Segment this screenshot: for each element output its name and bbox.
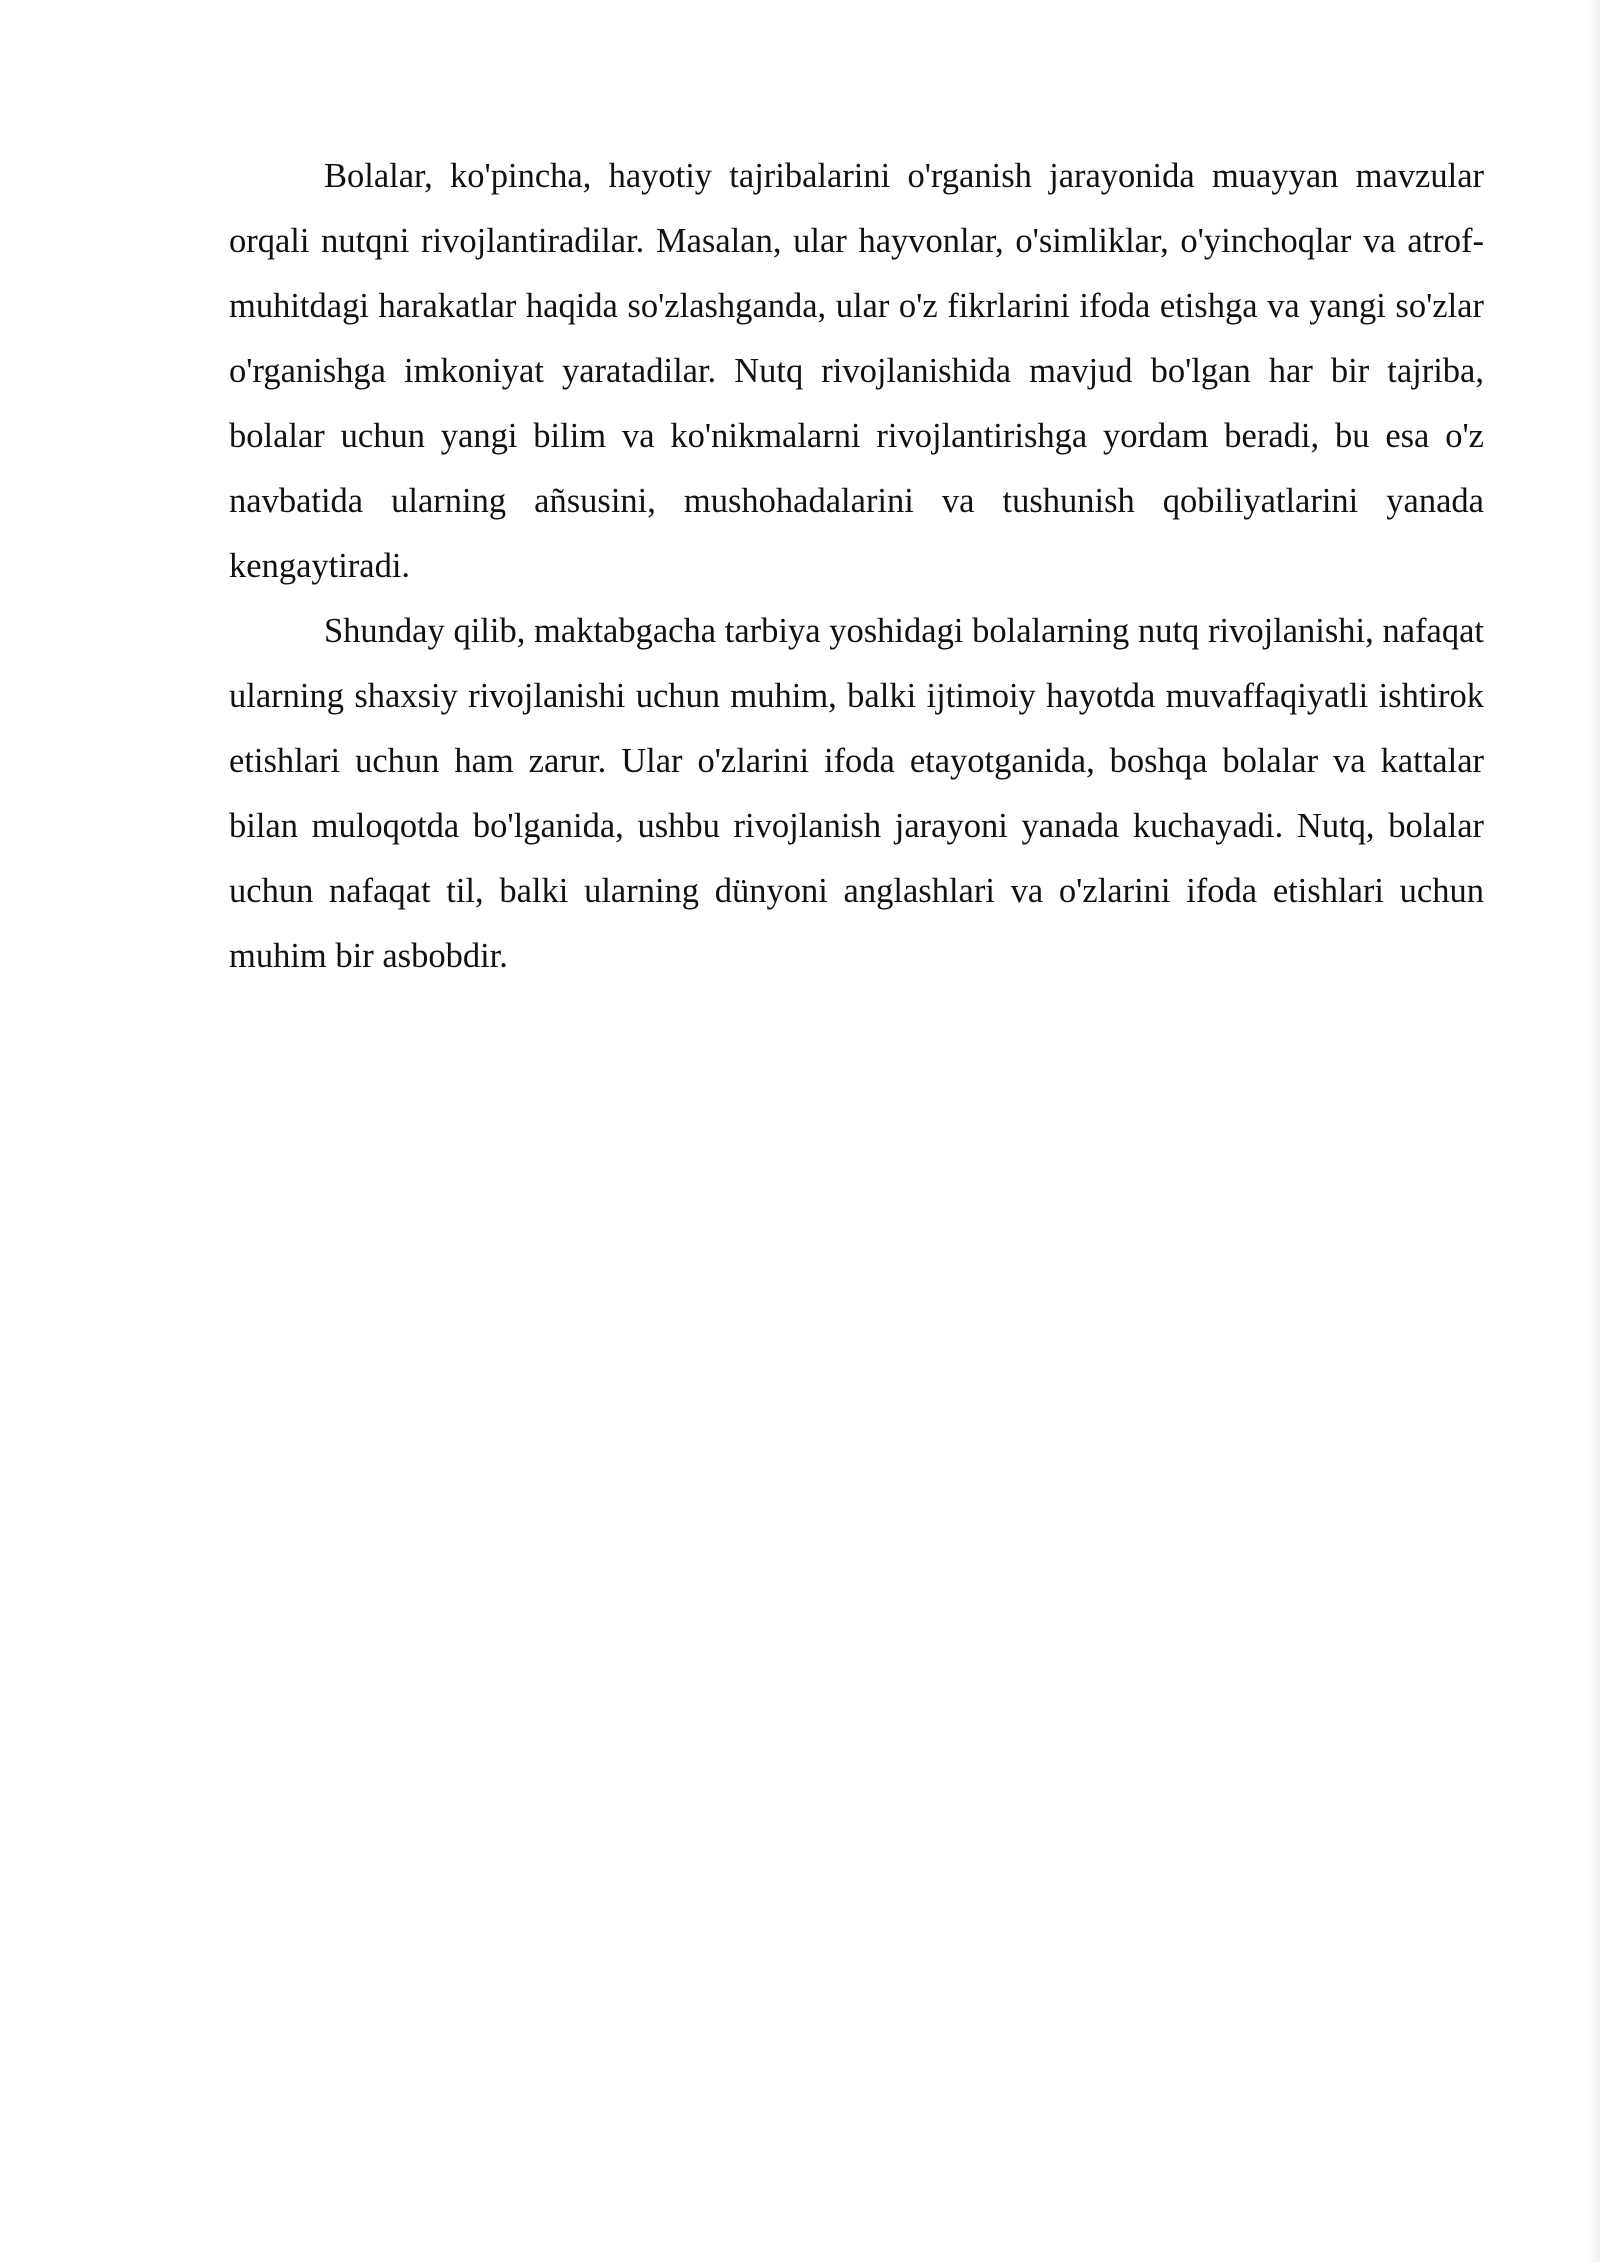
paragraph-2: Shunday qilib, maktabgacha tarbiya yoshidagi bolalarning nutq rivojlanishi, nafaqat ularning shaxsiy rivojlanishi uchun muhim, balki ijtimoiy hayotda muvaffaqiyatli ishtirok etishlari uchun ham zarur. Ular o'zlarini ifoda etayotganida, boshqa bolalar va kattalar bilan muloqotda bo'lganida, ushbu rivojlanish jarayoni yanada kuchayadi. Nutq, bolalar uchun nafaqat til, balki ularning dünyoni anglashlari va o'zlarini ifoda etishlari uchun muhim bir asbobdir. <box>229 612 1484 975</box>
paragraph-1: Bolalar, ko'pincha, hayotiy tajribalarini o'rganish jarayonida muayyan mavzular orqali nutqni rivojlantiradilar. Masalan, ular hayvonlar, o'simliklar, o'yinchoqlar va atrof-muhitdagi harakatlar haqida so'zlashganda, ular o'z fikrlarini ifoda etishga va yangi so'zlar o'rganishga imkoniyat yaratadilar. Nutq rivojlanishida mavjud bo'lgan har bir tajriba, bolalar uchun yangi bilim va ko'nikmalarni rivojlantirishga yordam beradi, bu esa o'z navbatida ularning añsusini, mushohadalarini va tushunish qobiliyatlarini yanada kengaytiradi. <box>229 157 1484 585</box>
body-text <box>229 144 1484 989</box>
page-edge-shadow <box>1586 0 1600 2262</box>
